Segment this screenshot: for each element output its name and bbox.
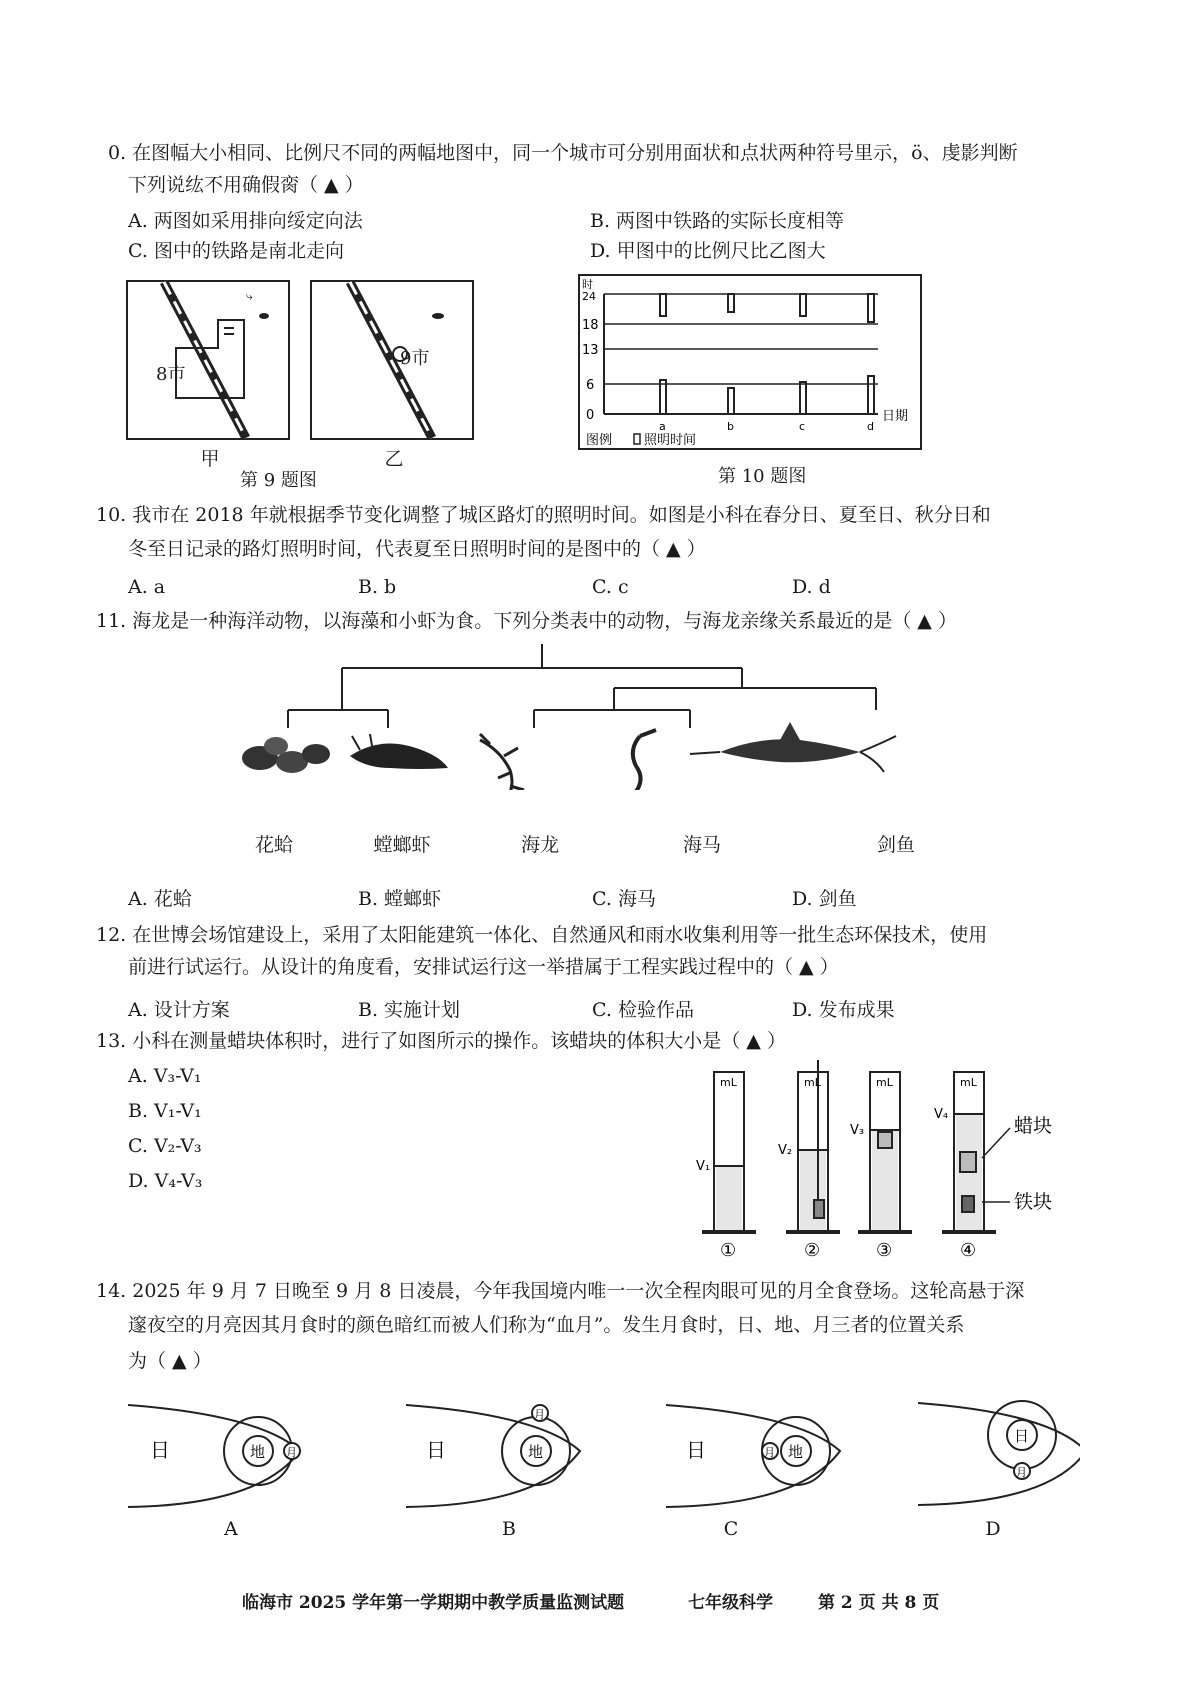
clam-icon	[242, 737, 330, 773]
footer-subject: 七年级科学	[688, 1593, 773, 1613]
diagram-label-d: D	[985, 1518, 1001, 1540]
sun-b: 日	[426, 1438, 446, 1462]
animal-label-clam: 花蛤	[254, 834, 293, 856]
q14-line3: 为（ ▲ ）	[128, 1350, 212, 1372]
y-tick-6: 6	[586, 378, 595, 393]
sun-a: 日	[150, 1438, 170, 1462]
q10-chart	[578, 274, 922, 450]
map-jia	[126, 280, 290, 440]
cyl3-unit: mL	[876, 1076, 893, 1089]
diagram-label-b: B	[502, 1518, 516, 1540]
q12-option-c: C. 检验作品	[592, 999, 694, 1021]
earth-c: 地	[788, 1443, 804, 1461]
sun-c: 日	[686, 1438, 706, 1462]
q12-line2: 前进行试运行。从设计的角度看，安排试运行这一举措属于工程实践过程中的（ ▲ ）	[128, 956, 839, 978]
q10-caption: 第 10 题图	[718, 466, 807, 487]
v4-label: V₄	[934, 1107, 949, 1122]
seahorse-icon	[630, 730, 656, 790]
q9-line1: 0. 在图幅大小相同、比例尺不同的两幅地图中，同一个城市可分别用面状和点状两种符号里示，ö、虔影判断	[108, 142, 1018, 164]
earth-b: 地	[528, 1443, 544, 1461]
cylinders-figure	[690, 1060, 1110, 1260]
v3-label: V₃	[850, 1123, 865, 1138]
q13-option-b: B. V₁-V₁	[128, 1100, 202, 1122]
q11-option-c: C. 海马	[592, 888, 656, 910]
q12-option-a: A. 设计方案	[128, 999, 230, 1021]
chart-y-unit: 时	[582, 278, 593, 291]
q13-option-c: C. V₂-V₃	[128, 1135, 202, 1157]
cyl3-label: ③	[876, 1240, 893, 1260]
map-yi	[310, 280, 474, 440]
moon-b: 月	[534, 1408, 545, 1421]
q10-line1: 10. 我市在 2018 年就根据季节变化调整了城区路灯的照明时间。如图是小科在春分日、夏至日、秋分日和	[96, 504, 991, 526]
q10-option-b: B. b	[358, 576, 397, 598]
iron-label: 铁块	[1014, 1191, 1053, 1213]
mantis-shrimp-icon	[350, 734, 448, 769]
diagram-label-a: A	[224, 1518, 238, 1540]
cyl4-unit: mL	[960, 1076, 977, 1089]
map-yi-label: 乙	[384, 448, 404, 470]
q13-option-a: A. V₃-V₁	[128, 1065, 202, 1087]
sea-dragon-icon	[480, 734, 524, 790]
wax-label: 蜡块	[1014, 1115, 1053, 1137]
moon-d: 月	[1016, 1466, 1027, 1479]
q13-option-d: D. V₄-V₃	[128, 1170, 203, 1192]
q9-caption: 第 9 题图	[240, 470, 317, 491]
chart-legend-text: 照明时间	[644, 433, 697, 448]
q12-line1: 12. 在世博会场馆建设上，采用了太阳能建筑一体化、自然通风和雨水收集利用等一批生态环保技术，使用	[96, 924, 988, 946]
animal-label-seahorse: 海马	[682, 834, 721, 856]
animal-label-swordfish: 剑鱼	[876, 834, 915, 856]
map-yi-city: 9市	[400, 348, 430, 369]
q9-option-b: B. 两图中铁路的实际长度相等	[590, 210, 845, 232]
cyl1-label: ①	[720, 1240, 737, 1260]
animal-label-sea-dragon: 海龙	[520, 834, 559, 856]
q11-line1: 11. 海龙是一种海洋动物，以海藻和小虾为食。下列分类表中的动物，与海龙亲缘关系最近的是（ ▲ ）	[96, 610, 957, 632]
q9-line2: 下列说纮不用确假脔（ ▲ ）	[128, 174, 364, 196]
animal-label-mantis-shrimp: 螳螂虾	[373, 834, 431, 856]
x-tick-d: d	[867, 420, 874, 433]
eclipse-diagrams	[120, 1395, 1080, 1535]
cyl4-label: ④	[960, 1240, 977, 1260]
q10-line2: 冬至日记录的路灯照明时间，代表夏至日照明时间的是图中的（ ▲ ）	[128, 538, 706, 560]
map-jia-city: 8市	[156, 364, 186, 385]
diagram-label-c: C	[723, 1518, 739, 1540]
q11-option-b: B. 螳螂虾	[358, 888, 442, 910]
q11-option-a: A. 花蛤	[128, 888, 192, 910]
x-tick-a: a	[659, 420, 666, 433]
x-tick-b: b	[727, 420, 734, 433]
footer-page: 第 2 页 共 8 页	[818, 1593, 940, 1613]
v2-label: V₂	[778, 1143, 793, 1158]
cyl2-label: ②	[804, 1240, 821, 1260]
sun-d: 日	[1014, 1427, 1030, 1445]
q10-option-d: D. d	[792, 576, 831, 598]
swordfish-icon	[690, 722, 896, 772]
q12-option-b: B. 实施计划	[358, 999, 461, 1021]
v1-label: V₁	[696, 1159, 711, 1174]
map-jia-label: 甲	[200, 448, 220, 470]
q12-option-d: D. 发布成果	[792, 999, 895, 1021]
y-tick-24: 24	[582, 290, 596, 303]
q14-line1: 14. 2025 年 9 月 7 日晚至 9 月 8 日凌晨，今年我国境内唯一一次全程肉眼可见的月全食登场。这轮高悬于深	[96, 1280, 1025, 1302]
x-tick-c: c	[799, 420, 806, 433]
footer-exam-title: 临海市 2025 学年第一学期期中教学质量监测试题	[242, 1593, 625, 1613]
q10-option-c: C. c	[592, 576, 629, 598]
q14-line2: 邃夜空的月亮因其月食时的颜色暗红而被人们称为“血月”。发生月食时，日、地、月三者的位置关系	[128, 1314, 965, 1336]
q10-option-a: A. a	[128, 576, 166, 598]
chart-x-unit: 日期	[882, 409, 909, 424]
moon-c: 月	[764, 1446, 775, 1459]
y-tick-18: 18	[582, 318, 599, 333]
q9-option-d: D. 甲图中的比例尺比乙图大	[590, 240, 826, 262]
y-tick-0: 0	[586, 408, 595, 423]
q9-option-c: C. 图中的铁路是南北走向	[128, 240, 344, 262]
chart-legend-prefix: 图例	[586, 433, 613, 448]
q13-line1: 13. 小科在测量蜡块体积时，进行了如图所示的操作。该蜡块的体积大小是（ ▲ ）	[96, 1030, 786, 1052]
q11-option-d: D. 剑鱼	[792, 888, 857, 910]
q9-option-a: A. 两图如采用排向绥定向法	[128, 210, 363, 232]
earth-a: 地	[250, 1443, 266, 1461]
cyl1-unit: mL	[720, 1076, 737, 1089]
moon-a: 月	[286, 1446, 297, 1459]
classification-tree	[220, 640, 980, 790]
y-tick-13: 13	[582, 343, 599, 358]
cyl2-unit: mL	[804, 1076, 821, 1089]
svg-text:⤷: ⤷	[246, 289, 253, 303]
